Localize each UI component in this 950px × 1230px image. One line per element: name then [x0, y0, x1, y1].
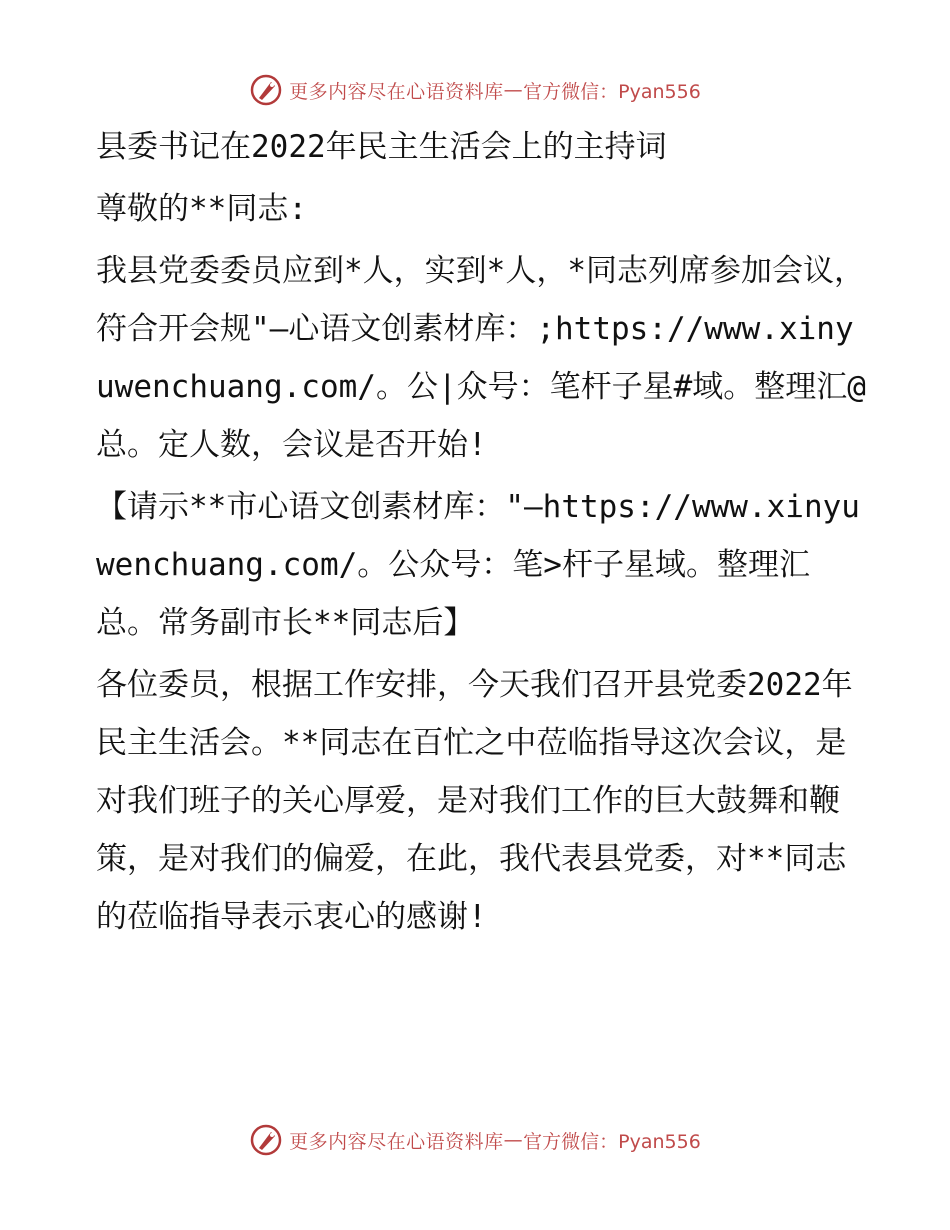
- watermark-separator: —: [503, 79, 524, 101]
- watermark-text: 更多内容尽在心语资料库: [289, 1130, 504, 1153]
- document-title: 县委书记在2022年民主生活会上的主持词: [96, 129, 667, 165]
- pen-nib-logo-icon: [249, 73, 283, 107]
- watermark-text: 更多内容尽在心语资料库: [289, 80, 504, 103]
- document-body: [96, 118, 866, 946]
- watermark-footer: [0, 1120, 950, 1160]
- watermark-separator: —: [503, 1129, 524, 1151]
- paragraph-attendance: 我县党委委员应到*人，实到*人，*同志列席参加会议，符合开会规"—心语文创素材库：;https://www.xinyuwenchuang.com/。公|众号：笔杆子星#域。整理汇@总。定人数，会议是否开始!: [96, 253, 866, 463]
- pen-nib-logo-icon: [249, 1123, 283, 1157]
- paragraph-opening: 各位委员，根据工作安排，今天我们召开县党委2022年民主生活会。**同志在百忙之中莅临指导这次会议，是对我们班子的关心厚爱，是对我们工作的巨大鼓舞和鞭策，是对我们的偏爱，在此，我代表县党委，对**同志的莅临指导表示衷心的感谢!: [96, 667, 853, 935]
- paragraph-instruction: 【请示**市心语文创素材库："—https://www.xinyuwenchuang.com/。公众号：笔>杆子星域。整理汇总。常务副市长**同志后】: [96, 489, 860, 641]
- paragraph-salutation: 尊敬的**同志:: [96, 191, 307, 227]
- watermark-wechat: 官方微信：Pyan556: [523, 1130, 701, 1153]
- watermark-header: [0, 70, 950, 110]
- watermark-wechat: 官方微信：Pyan556: [523, 80, 701, 103]
